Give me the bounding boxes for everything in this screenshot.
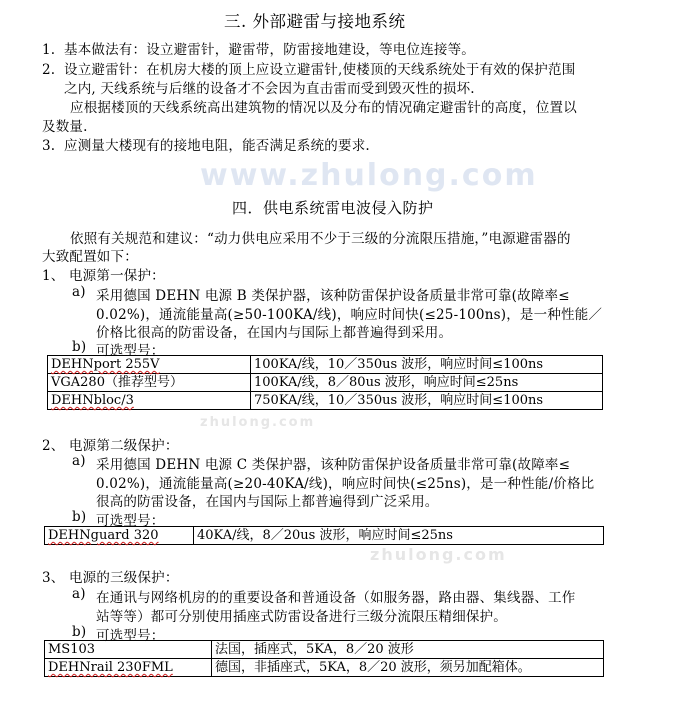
models-label: 可选型号： — [96, 628, 165, 644]
item-label-b: b) — [72, 624, 87, 640]
model-spec-cell: 40KA/线，8／20us 波形，响应时间≤25ns — [194, 527, 604, 545]
table-row — [45, 641, 604, 659]
item-label-a: a) — [72, 453, 86, 469]
models-label: 可选型号： — [96, 343, 165, 359]
item-label-b: b) — [72, 509, 87, 525]
model-spec-cell: 100KA/线，10／350us 波形，响应时间≤100ns — [251, 356, 603, 374]
list-item: 3. 应测量大楼现有的接地电阻，能否满足系统的要求. — [42, 138, 370, 154]
model-spec-cell: 德国，非插座式，5KA，8／20 波形，须另加配箱体。 — [212, 659, 604, 677]
watermark-zhulong: www.zhulong.com — [200, 158, 538, 193]
level2-a-line: 采用德国 DEHN 电源 C 类保护器，该种防雷保护设备质量非常可靠(故障率≤ — [96, 457, 571, 473]
item-label-b: b) — [72, 339, 87, 355]
model-spec-cell: 100KA/线，8／80us 波形，响应时间≤25ns — [251, 374, 603, 392]
list-item: 2. 设立避雷针：在机房大楼的顶上应设立避雷针,使楼顶的天线系统处于有效的保护范围 — [42, 62, 576, 78]
level1-a-line: 价格比很高的防雷设备，在国内与国际上都普遍得到采用。 — [96, 325, 453, 341]
model-name-cell: MS103 — [45, 641, 212, 659]
models-table-level1 — [47, 355, 603, 410]
model-name-cell: VGA280（推荐型号） — [48, 374, 251, 392]
level3-heading: 3、 电源的三级保护： — [42, 570, 179, 586]
paragraph-continuation: 及数量. — [42, 119, 88, 135]
list-item-continuation: 之内, 天线系统与后继的设备才不会因为直击雷而受到毁灭性的损坏. — [64, 81, 475, 97]
item-label-a: a) — [72, 586, 86, 602]
level2-heading: 2、 电源第二级保护： — [42, 438, 179, 454]
level2-a-line: 很高的防雷设备，在国内与国际上都普遍得到广泛采用。 — [96, 494, 439, 510]
watermark-zhulong-small: zhulong.com — [200, 415, 316, 430]
model-name-cell: DEHNport 255V — [48, 356, 251, 374]
watermark-zhulong-small: zhulong.com — [370, 545, 507, 564]
model-name-cell: DEHNguard 320 — [45, 527, 194, 545]
level1-heading: 1、 电源第一保护： — [42, 268, 165, 284]
model-spec-cell: 750KA/线，10／350us 波形，响应时间≤100ns — [251, 392, 603, 410]
models-label: 可选型号： — [96, 513, 165, 529]
list-item: 1. 基本做法有：设立避雷针，避雷带，防雷接地建设，等电位连接等。 — [42, 42, 475, 58]
level3-a-line: 在通讯与网络机房的的重要设备和普通设备（如服务器，路由器、集线器、工作 — [96, 590, 576, 606]
item-label-a: a) — [72, 284, 86, 300]
model-name-cell: DEHNbloc/3 — [48, 392, 251, 410]
models-table-level3 — [44, 640, 604, 677]
model-name-cell: DEHNrail 230FML — [45, 659, 212, 677]
level3-a-line: 站等等）都可分别使用插座式防雷设备进行三级分流限压精细保护。 — [96, 609, 507, 625]
table-row — [45, 659, 604, 677]
table-row — [48, 356, 603, 374]
level2-a-line: 0.02%)，通流能量高(≥20-40KA/线)，响应时间快(≤25ns)，是一种性能/价格比 — [96, 476, 595, 492]
model-spec-cell: 法国，插座式，5KA，8／20 波形 — [212, 641, 604, 659]
table-row — [45, 527, 604, 545]
level1-a-line: 采用德国 DEHN 电源 B 类保护器，该种防雷保护设备质量非常可靠(故障率≤ — [96, 288, 570, 304]
table-row — [48, 374, 603, 392]
table-row — [48, 392, 603, 410]
section-title: 四．供电系统雷电波侵入防护 — [232, 199, 434, 217]
section-title: 三. 外部避雷与接地系统 — [224, 12, 406, 31]
intro-paragraph: 依照有关规范和建议：“动力供电应采用不少于三级的分流限压措施，”电源避雷器的 — [70, 231, 571, 247]
intro-continuation: 大致配置如下： — [42, 249, 138, 265]
paragraph: 应根据楼顶的天线系统高出建筑物的情况以及分布的情况确定避雷针的高度，位置以 — [70, 100, 577, 116]
level1-a-line: 0.02%)，通流能量高(≥50-100KA/线)，响应时间快(≤25-100ns)，是一种性能／ — [96, 307, 603, 323]
models-table-level2 — [44, 526, 604, 545]
